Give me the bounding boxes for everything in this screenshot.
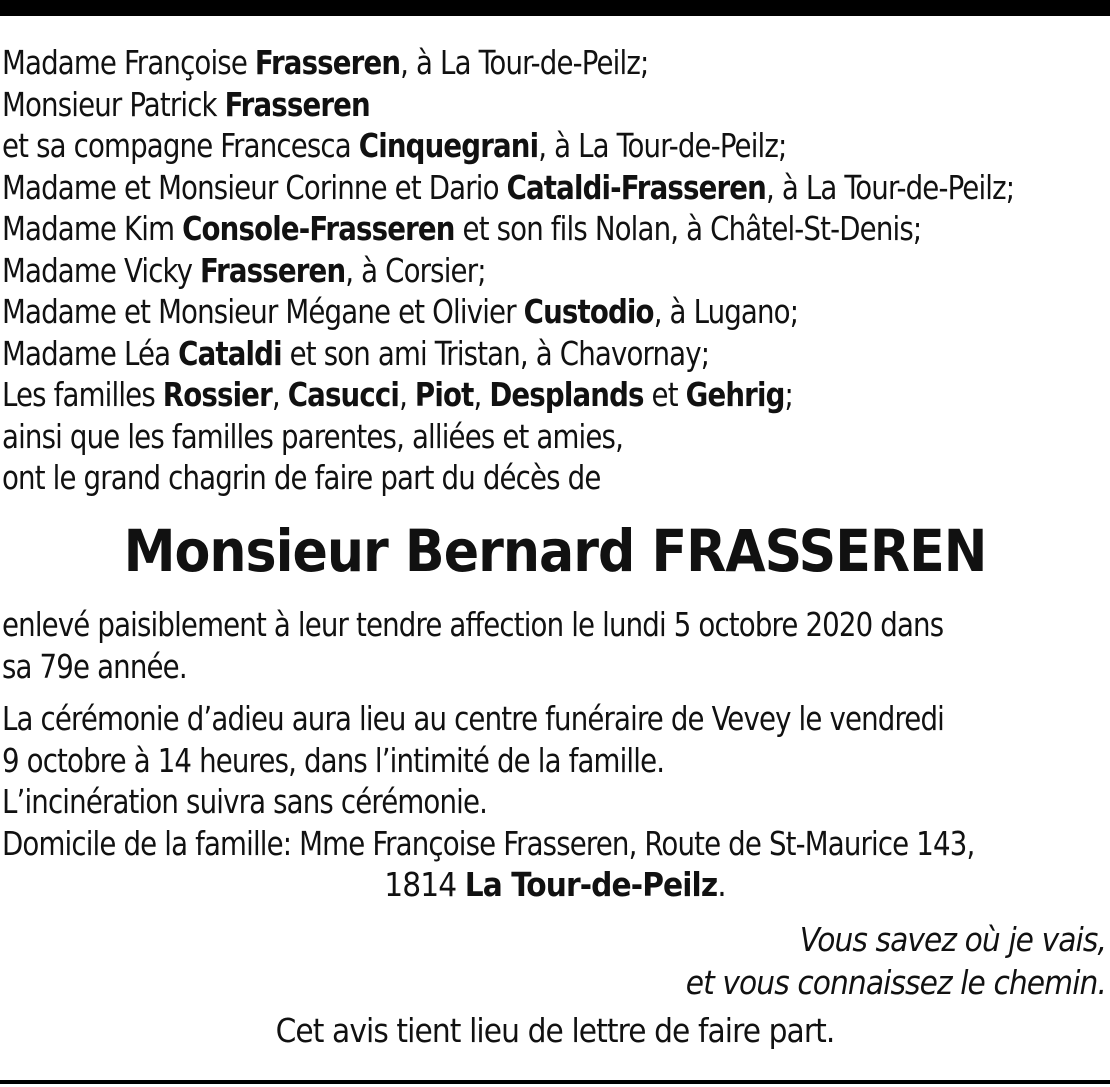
family-text: , à La Tour-de-Peilz; bbox=[765, 167, 1015, 207]
family-surname: Frasseren bbox=[200, 250, 346, 290]
family-text: Madame Vicky bbox=[2, 250, 201, 290]
death-paragraph bbox=[2, 604, 1109, 687]
family-surname: Frasseren bbox=[224, 84, 370, 124]
footer-note: Cet avis tient lieu de lettre de faire part. bbox=[275, 1011, 835, 1050]
family-text: , à Lugano; bbox=[653, 292, 799, 331]
family-text: et bbox=[643, 375, 686, 414]
family-text: ainsi que les familles parentes, alliées et amies, bbox=[2, 416, 624, 456]
family-line bbox=[2, 250, 1109, 292]
family-text: , bbox=[473, 375, 490, 414]
family-text: Monsieur Patrick bbox=[2, 84, 225, 124]
quote-line: et vous connaissez le chemin. bbox=[685, 963, 1106, 1002]
family-text: et son fils Nolan, à Châtel-St-Denis; bbox=[454, 209, 922, 248]
family-surname: Rossier bbox=[162, 375, 272, 414]
family-line bbox=[2, 291, 1109, 333]
family-text: , à La Tour-de-Peilz; bbox=[400, 43, 649, 82]
family-line bbox=[2, 416, 1109, 458]
family-text: Madame Léa bbox=[2, 333, 179, 373]
closing-quote bbox=[686, 918, 1106, 1004]
family-text: Les familles bbox=[2, 375, 163, 414]
family-surname: Casucci bbox=[287, 375, 400, 414]
family-surname: Cataldi bbox=[178, 333, 282, 373]
family-line bbox=[2, 457, 1109, 499]
family-text: , à Corsier; bbox=[345, 250, 486, 290]
family-surname: Console-Frasseren bbox=[182, 209, 455, 248]
family-line bbox=[2, 333, 1109, 375]
ceremony-line: 9 octobre à 14 heures, dans l’intimité de la famille. bbox=[2, 740, 665, 780]
family-text: Madame Françoise bbox=[2, 43, 255, 82]
family-surname: Desplands bbox=[489, 375, 644, 414]
family-surname: Piot bbox=[414, 375, 474, 414]
family-surname: Cinquegrani bbox=[358, 126, 539, 165]
family-text: , bbox=[271, 375, 288, 414]
family-line bbox=[2, 374, 1109, 416]
family-address-line: Domicile de la famille: Mme Françoise Frasseren, Route de St-Maurice 143, bbox=[2, 823, 975, 863]
family-surname: Cataldi-Frasseren bbox=[506, 167, 766, 207]
family-line bbox=[2, 84, 1109, 126]
family-text: , bbox=[399, 375, 415, 414]
bottom-rule bbox=[0, 1080, 1110, 1084]
family-line bbox=[2, 125, 1109, 167]
death-line: enlevé paisiblement à leur tendre affection le lundi 5 octobre 2020 dans bbox=[2, 605, 944, 644]
ceremony-paragraph bbox=[2, 698, 1109, 864]
family-text: , à La Tour-de-Peilz; bbox=[538, 126, 787, 165]
family-surname: Gehrig bbox=[685, 375, 785, 414]
family-line bbox=[2, 208, 1109, 250]
family-text: Madame Kim bbox=[2, 209, 183, 248]
ceremony-line: La cérémonie d’adieu aura lieu au centre funéraire de Vevey le vendredi bbox=[2, 699, 945, 738]
family-surname: Custodio bbox=[523, 292, 654, 331]
family-address-city bbox=[0, 864, 1110, 906]
family-text: ont le grand chagrin de faire part du décès de bbox=[2, 458, 601, 497]
quote-line: Vous savez où je vais, bbox=[799, 920, 1106, 959]
family-text: Madame et Monsieur Corinne et Dario bbox=[2, 167, 507, 207]
family-line bbox=[2, 167, 1109, 209]
family-line bbox=[2, 42, 1109, 84]
deceased-name: Monsieur Bernard FRASSEREN bbox=[123, 517, 987, 585]
postal-code: 1814 bbox=[384, 865, 465, 904]
ceremony-line: L’incinération suivra sans cérémonie. bbox=[2, 782, 488, 821]
address-period: . bbox=[717, 865, 726, 904]
top-rule bbox=[0, 0, 1110, 16]
city-name: La Tour-de-Peilz bbox=[464, 865, 718, 904]
family-surname: Frasseren bbox=[254, 43, 401, 82]
family-announcement bbox=[2, 42, 1109, 499]
family-text: et sa compagne Francesca bbox=[2, 126, 359, 165]
family-text: ; bbox=[784, 375, 793, 414]
family-text: et son ami Tristan, à Chavornay; bbox=[281, 333, 710, 373]
family-text: Madame et Monsieur Mégane et Olivier bbox=[2, 292, 524, 331]
death-line: sa 79e année. bbox=[2, 646, 187, 686]
